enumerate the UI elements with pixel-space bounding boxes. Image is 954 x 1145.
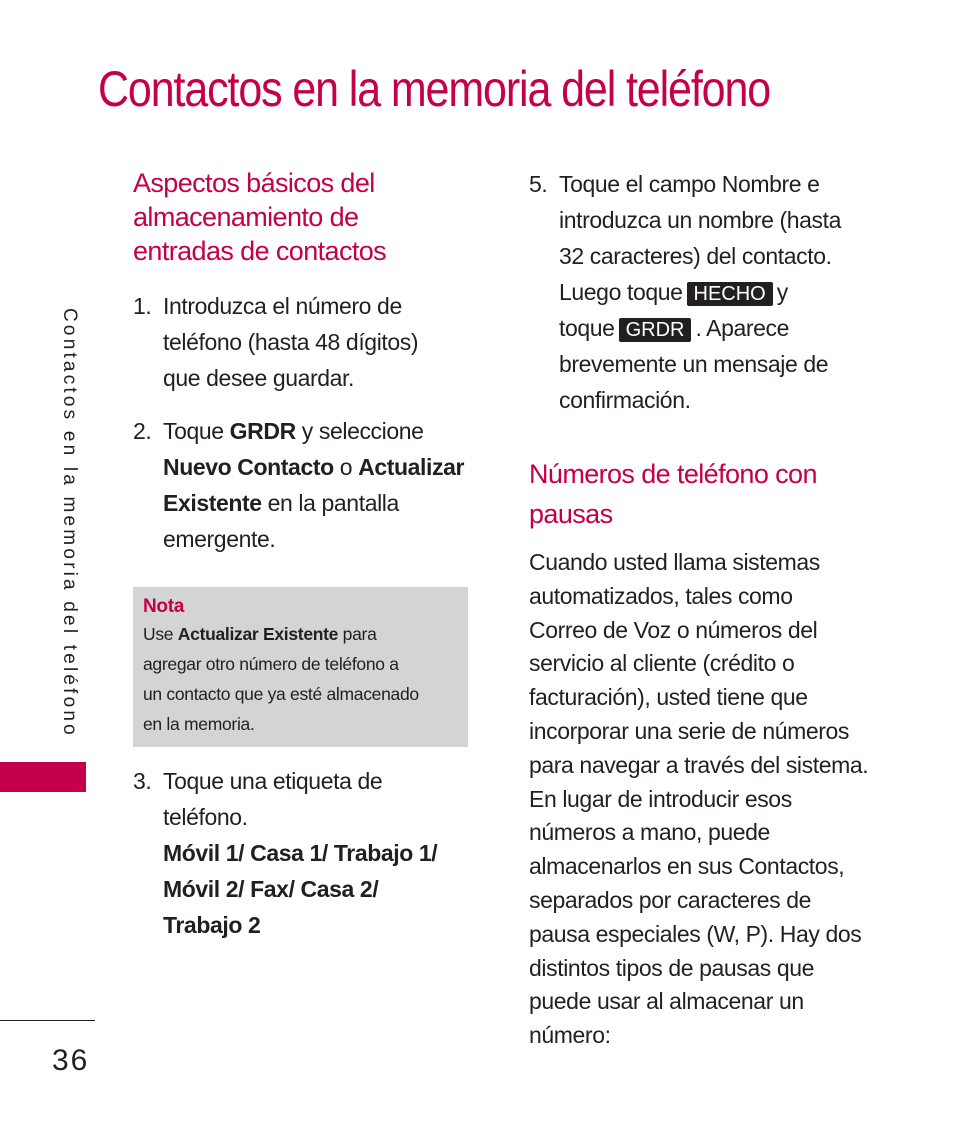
page-title: Contactos en la memoria del teléfono <box>98 61 771 117</box>
footer-divider <box>0 1020 95 1021</box>
note-title: Nota <box>143 596 185 617</box>
right-column <box>529 166 881 1053</box>
step-3: 3. Toque una etiqueta de teléfono. Móvil 1/ Casa 1/ Trabajo 1/ Móvil 2/ Fax/ Casa 2/ Trabajo 2 <box>133 768 438 938</box>
section-heading-pauses: Números de teléfono con pausas <box>529 459 817 529</box>
pauses-paragraph: Cuando usted llama sistemas automatizados, tales como Correo de Voz o números del servicio al cliente (crédito o facturación), usted tiene que incorporar una serie de números para navegar a través del sistema. En lugar de introducir esos números a mano, puede almacenarlos en sus Contactos, separados por caracteres de pausa especiales (W, P). Hay dos distintos tipos de pausas que puede usar al almacenar un número: <box>529 549 869 1049</box>
section-marker-bar <box>0 762 86 792</box>
section-heading-basics: Aspectos básicos del almacenamiento de entradas de contactos <box>133 168 387 266</box>
left-column <box>133 166 478 943</box>
page-number: 36 <box>52 1044 90 1077</box>
step-1: 1. Introduzca el número de teléfono (hasta 48 dígitos) que desee guardar. <box>133 293 419 391</box>
grdr-key-label: GRDR <box>619 318 692 342</box>
note-box: Nota Use Actualizar Existente para agregar otro número de teléfono a un contacto que ya esté almacenado en la memoria. <box>133 587 468 747</box>
step-2: 2. Toque GRDR y seleccione Nuevo Contacto o Actualizar Existente en la pantalla emergente. <box>133 418 465 552</box>
hecho-key-label: HECHO <box>687 282 773 306</box>
step-5: 5. Toque el campo Nombre e introduzca un nombre (hasta 32 caracteres) del contacto. Luego toque HECHO y toque GRDR . Aparece brevemente un mensaje de confirmación. <box>529 171 841 413</box>
side-section-label: Contactos en la memoria del teléfono <box>59 308 80 738</box>
